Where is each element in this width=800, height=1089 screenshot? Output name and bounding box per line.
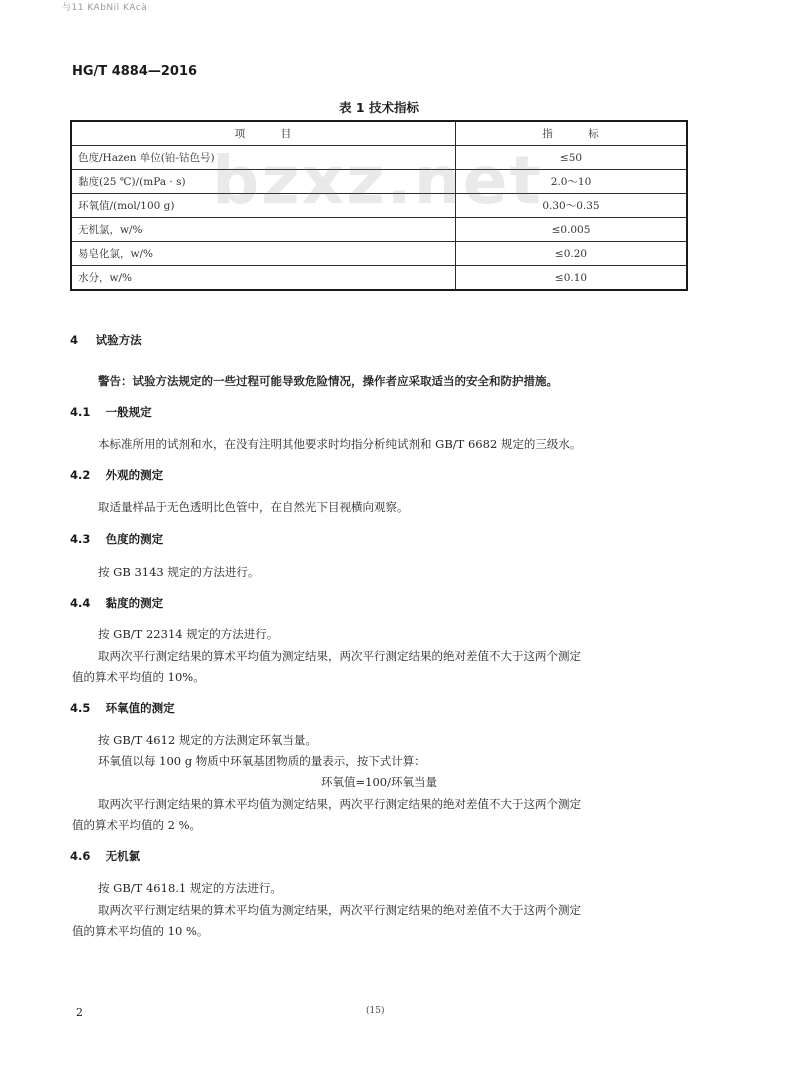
table-row	[71, 194, 687, 218]
row-item: 黏度(25 ℃)/(mPa · s)	[71, 170, 456, 194]
header-value: 指 标	[456, 121, 688, 146]
row-item: 环氧值/(mol/100 g)	[71, 194, 456, 218]
section-title: 试验方法	[95, 333, 142, 347]
row-value: ≤0.005	[456, 218, 688, 242]
row-value: 2.0～10	[456, 170, 688, 194]
section-4-heading	[70, 332, 142, 348]
section-4-4-heading	[70, 595, 163, 611]
paragraph: 值的算术平均值的 10%。	[72, 670, 205, 684]
paragraph: 值的算术平均值的 10 %。	[72, 924, 209, 938]
paragraph: 按 GB/T 4618.1 规定的方法进行。	[98, 881, 282, 895]
section-number: 4.5	[70, 701, 91, 715]
paragraph: 值的算术平均值的 2 %。	[72, 818, 202, 832]
section-4-6-heading	[70, 848, 140, 864]
formula: 环氧值=100/环氧当量	[321, 775, 437, 789]
table-row	[71, 146, 687, 170]
section-title: 外观的测定	[105, 468, 164, 482]
section-number: 4.4	[70, 596, 91, 610]
section-number: 4.6	[70, 849, 91, 863]
row-item: 易皂化氯，w/%	[71, 242, 456, 266]
section-4-5-heading	[70, 700, 175, 716]
table-row	[71, 218, 687, 242]
row-value: ≤0.10	[456, 266, 688, 291]
section-title: 色度的测定	[105, 532, 164, 546]
warning-text: 警告：试验方法规定的一些过程可能导致危险情况，操作者应采取适当的安全和防护措施。	[98, 374, 558, 388]
section-title: 一般规定	[105, 405, 152, 419]
paragraph: 按 GB/T 4612 规定的方法测定环氧当量。	[98, 733, 317, 747]
table-caption: 表 1 技术指标	[339, 100, 419, 115]
header-item: 项 目	[71, 121, 456, 146]
page-sequence: (15)	[366, 1006, 385, 1016]
section-number: 4.1	[70, 405, 91, 419]
section-title: 无机氯	[105, 849, 141, 863]
section-4-3-heading	[70, 531, 163, 547]
section-title: 环氧值的测定	[105, 701, 175, 715]
paragraph: 取两次平行测定结果的算术平均值为测定结果，两次平行测定结果的绝对差值不大于这两个测定	[98, 797, 581, 811]
paragraph: 环氧值以每 100 g 物质中环氧基团物质的量表示，按下式计算：	[98, 754, 426, 768]
row-value: ≤50	[456, 146, 688, 170]
paragraph: 本标准所用的试剂和水，在没有注明其他要求时均指分析纯试剂和 GB/T 6682 规定的三级水。	[98, 437, 582, 451]
row-item: 色度/Hazen 单位(铂-钴色号)	[71, 146, 456, 170]
row-item: 无机氯，w/%	[71, 218, 456, 242]
section-number: 4	[70, 333, 79, 347]
row-item: 水分，w/%	[71, 266, 456, 291]
section-4-2-heading	[70, 467, 163, 483]
row-value: 0.30～0.35	[456, 194, 688, 218]
paragraph: 取两次平行测定结果的算术平均值为测定结果，两次平行测定结果的绝对差值不大于这两个测定	[98, 903, 581, 917]
section-4-1-heading	[70, 404, 152, 420]
section-number: 4.2	[70, 468, 91, 482]
table-row	[71, 266, 687, 291]
standard-code: HG/T 4884—2016	[72, 64, 198, 79]
paragraph: 取适量样品于无色透明比色管中，在自然光下目视横向观察。	[98, 500, 409, 514]
table-header-row	[71, 121, 687, 146]
section-title: 黏度的测定	[105, 596, 164, 610]
corner-mark: 与11 KAbNil KAcà	[62, 3, 148, 13]
page-number: 2	[76, 1006, 83, 1019]
section-number: 4.3	[70, 532, 91, 546]
watermark: bzxz.net	[212, 142, 544, 219]
row-value: ≤0.20	[456, 242, 688, 266]
table-row	[71, 242, 687, 266]
table-row	[71, 170, 687, 194]
paragraph: 按 GB/T 22314 规定的方法进行。	[98, 627, 279, 641]
paragraph: 取两次平行测定结果的算术平均值为测定结果，两次平行测定结果的绝对差值不大于这两个测定	[98, 649, 581, 663]
spec-table	[70, 120, 688, 291]
paragraph: 按 GB 3143 规定的方法进行。	[98, 565, 260, 579]
